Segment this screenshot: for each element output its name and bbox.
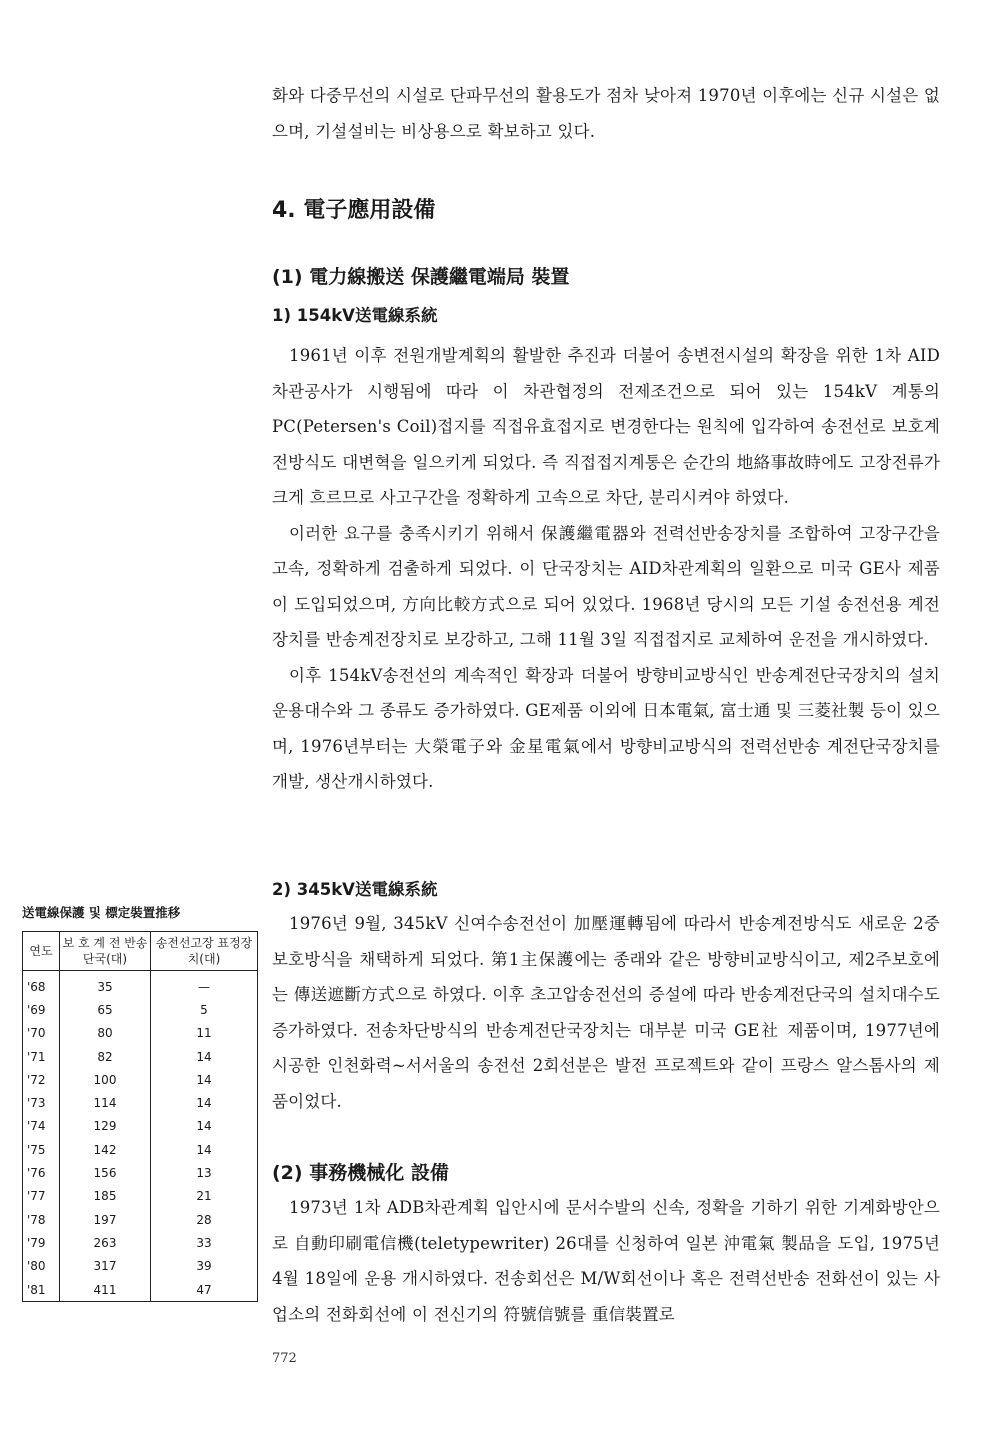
table-row <box>23 1115 258 1138</box>
table-header-row <box>23 932 258 971</box>
sidebar-table-title: 送電線保護 및 標定裝置推移 <box>22 905 181 920</box>
table-row <box>23 971 258 999</box>
table-row <box>23 1138 258 1161</box>
cell-locator-count: 14 <box>196 1072 212 1087</box>
cell-year: '76 <box>23 1161 60 1184</box>
cell-relay-count: 100 <box>60 1068 151 1091</box>
table-row <box>23 1208 258 1231</box>
subsection-2-body <box>272 1190 940 1332</box>
cell-locator-count: 13 <box>196 1166 212 1181</box>
paragraph: 이후 154kV송전선의 계속적인 확장과 더불어 방향비교방식인 반송계전단국장치의 설치운용대수와 그 종류도 증가하였다. GE제품 이외에 日本電氣, 富士通 및 三菱社製 등이 있으며, 1976년부터는 大榮電子와 金星電氣에서 방향비교방식의 전력선반송 계전단국장치를 개발, 생산개시하였다. <box>272 665 940 791</box>
subsection-2-title: (2) 事務機械化 設備 <box>272 1162 449 1184</box>
table-row <box>23 1068 258 1091</box>
cell-relay-count: 129 <box>60 1115 151 1138</box>
cell-locator-count: 39 <box>196 1259 212 1274</box>
cell-year: '73 <box>23 1091 60 1114</box>
table-row <box>23 998 258 1021</box>
column-header-locator: 송전선고장 표정장치(대) <box>151 932 258 971</box>
cell-relay-count: 80 <box>60 1022 151 1045</box>
cell-relay-count: 35 <box>60 971 151 999</box>
cell-locator-count: 14 <box>196 1142 212 1157</box>
cell-year: '71 <box>23 1045 60 1068</box>
paragraph: 1961년 이후 전원개발계획의 활발한 추진과 더불어 송변전시설의 확장을 위한 1차 AID차관공사가 시행됨에 따라 이 차관협정의 전제조건으로 되어 있는 154kV 계통의 PC(Petersen's Coil)접지를 직접유효접지로 변경한다는 원칙에 입각하여 송전선로 보호계전방식도 대변혁을 일으키게 되었다. 즉 직접접지계통은 순간의 地絡事故時에도 고장전류가 크게 흐르므로 사고구간을 정확하게 고속으로 차단, 분리시켜야 하였다. <box>272 346 940 507</box>
cell-locator-count: 21 <box>196 1189 212 1204</box>
table-row <box>23 1231 258 1254</box>
cell-relay-count: 263 <box>60 1231 151 1254</box>
section-title: 4. 電子應用設備 <box>272 198 436 223</box>
cell-relay-count: 185 <box>60 1185 151 1208</box>
item-1-title: 1) 154kV送電線系統 <box>272 306 438 325</box>
data-table <box>22 931 258 1302</box>
cell-relay-count: 65 <box>60 998 151 1021</box>
cell-locator-count: 14 <box>196 1049 212 1064</box>
cell-year: '68 <box>23 971 60 999</box>
table-body <box>23 971 258 1302</box>
cell-locator-count: — <box>198 979 210 994</box>
cell-year: '79 <box>23 1231 60 1254</box>
cell-relay-count: 156 <box>60 1161 151 1184</box>
cell-relay-count: 142 <box>60 1138 151 1161</box>
item-2-title: 2) 345kV送電線系統 <box>272 880 438 899</box>
cell-year: '72 <box>23 1068 60 1091</box>
paragraph: 1973년 1차 ADB차관계획 입안시에 문서수발의 신속, 정확을 기하기 위한 기계화방안으로 自動印刷電信機(teletypewriter) 26대를 신청하여 일본 沖電氣 製品을 도입, 1975년 4월 18일에 운용 개시하였다. 전송회선은 M/W회선이나 혹은 전력선반송 전화선이 있는 사업소의 전화회선에 이 전신기의 符號信號를 重信裝置로 <box>272 1198 940 1324</box>
cell-locator-count: 47 <box>196 1282 212 1297</box>
cell-relay-count: 82 <box>60 1045 151 1068</box>
top-paragraph-block <box>272 78 940 149</box>
page-number: 772 <box>272 1351 297 1366</box>
top-paragraph: 화와 다중무선의 시설로 단파무선의 활용도가 점차 낮아져 1970년 이후에는 신규 시설은 없으며, 기설설비는 비상용으로 확보하고 있다. <box>272 86 940 141</box>
cell-locator-count: 14 <box>196 1119 212 1134</box>
cell-year: '70 <box>23 1022 60 1045</box>
cell-year: '69 <box>23 998 60 1021</box>
table-row <box>23 1185 258 1208</box>
subsection-1-title: (1) 電力線搬送 保護繼電端局 裝置 <box>272 266 570 288</box>
paragraph: 1976년 9월, 345kV 신여수송전선이 加壓運轉됨에 따라서 반송계전방식도 새로운 2중보호방식을 채택하게 되었다. 第1主保護에는 종래와 같은 방향비교방식이고, 제2주보호에는 傳送遮斷方式으로 하였다. 이후 초고압송전선의 증설에 따라 반송계전단국의 설치대수도 증가하였다. 전송차단방식의 반송계전단국장치는 대부분 미국 GE社 제품이며, 1977년에 시공한 인천화력~서서울의 송전선 2회선분은 발전 프로젝트와 같이 프랑스 알스톰사의 제품이었다. <box>272 914 940 1111</box>
cell-locator-count: 5 <box>200 1002 208 1017</box>
item-2-body <box>272 906 940 1119</box>
cell-relay-count: 197 <box>60 1208 151 1231</box>
table-row <box>23 1022 258 1045</box>
column-header-year: 연도 <box>23 932 60 971</box>
table-row <box>23 1255 258 1278</box>
cell-relay-count: 411 <box>60 1278 151 1302</box>
sidebar-table-block <box>22 903 258 1302</box>
cell-locator-count: 14 <box>196 1096 212 1111</box>
table-row <box>23 1091 258 1114</box>
table-row <box>23 1161 258 1184</box>
cell-year: '77 <box>23 1185 60 1208</box>
table-row <box>23 1045 258 1068</box>
item-1-body <box>272 338 940 800</box>
paragraph: 이러한 요구를 충족시키기 위해서 保護繼電器와 전력선반송장치를 조합하여 고장구간을 고속, 정확하게 검출하게 되었다. 이 단국장치는 AID차관계획의 일환으로 미국 GE사 제품이 도입되었으며, 方向比較方式으로 되어 있었다. 1968년 당시의 모든 기설 송전선용 계전장치를 반송계전장치로 보강하고, 그해 11월 3일 직접접지로 교체하여 운전을 개시하였다. <box>272 523 940 649</box>
cell-year: '81 <box>23 1278 60 1302</box>
cell-relay-count: 114 <box>60 1091 151 1114</box>
column-header-relay: 보 호 계 전 반송단국(대) <box>60 932 151 971</box>
cell-locator-count: 28 <box>196 1212 212 1227</box>
cell-year: '75 <box>23 1138 60 1161</box>
cell-year: '78 <box>23 1208 60 1231</box>
cell-year: '80 <box>23 1255 60 1278</box>
cell-locator-count: 11 <box>196 1026 212 1041</box>
cell-locator-count: 33 <box>196 1235 212 1250</box>
cell-relay-count: 317 <box>60 1255 151 1278</box>
cell-year: '74 <box>23 1115 60 1138</box>
table-row <box>23 1278 258 1302</box>
